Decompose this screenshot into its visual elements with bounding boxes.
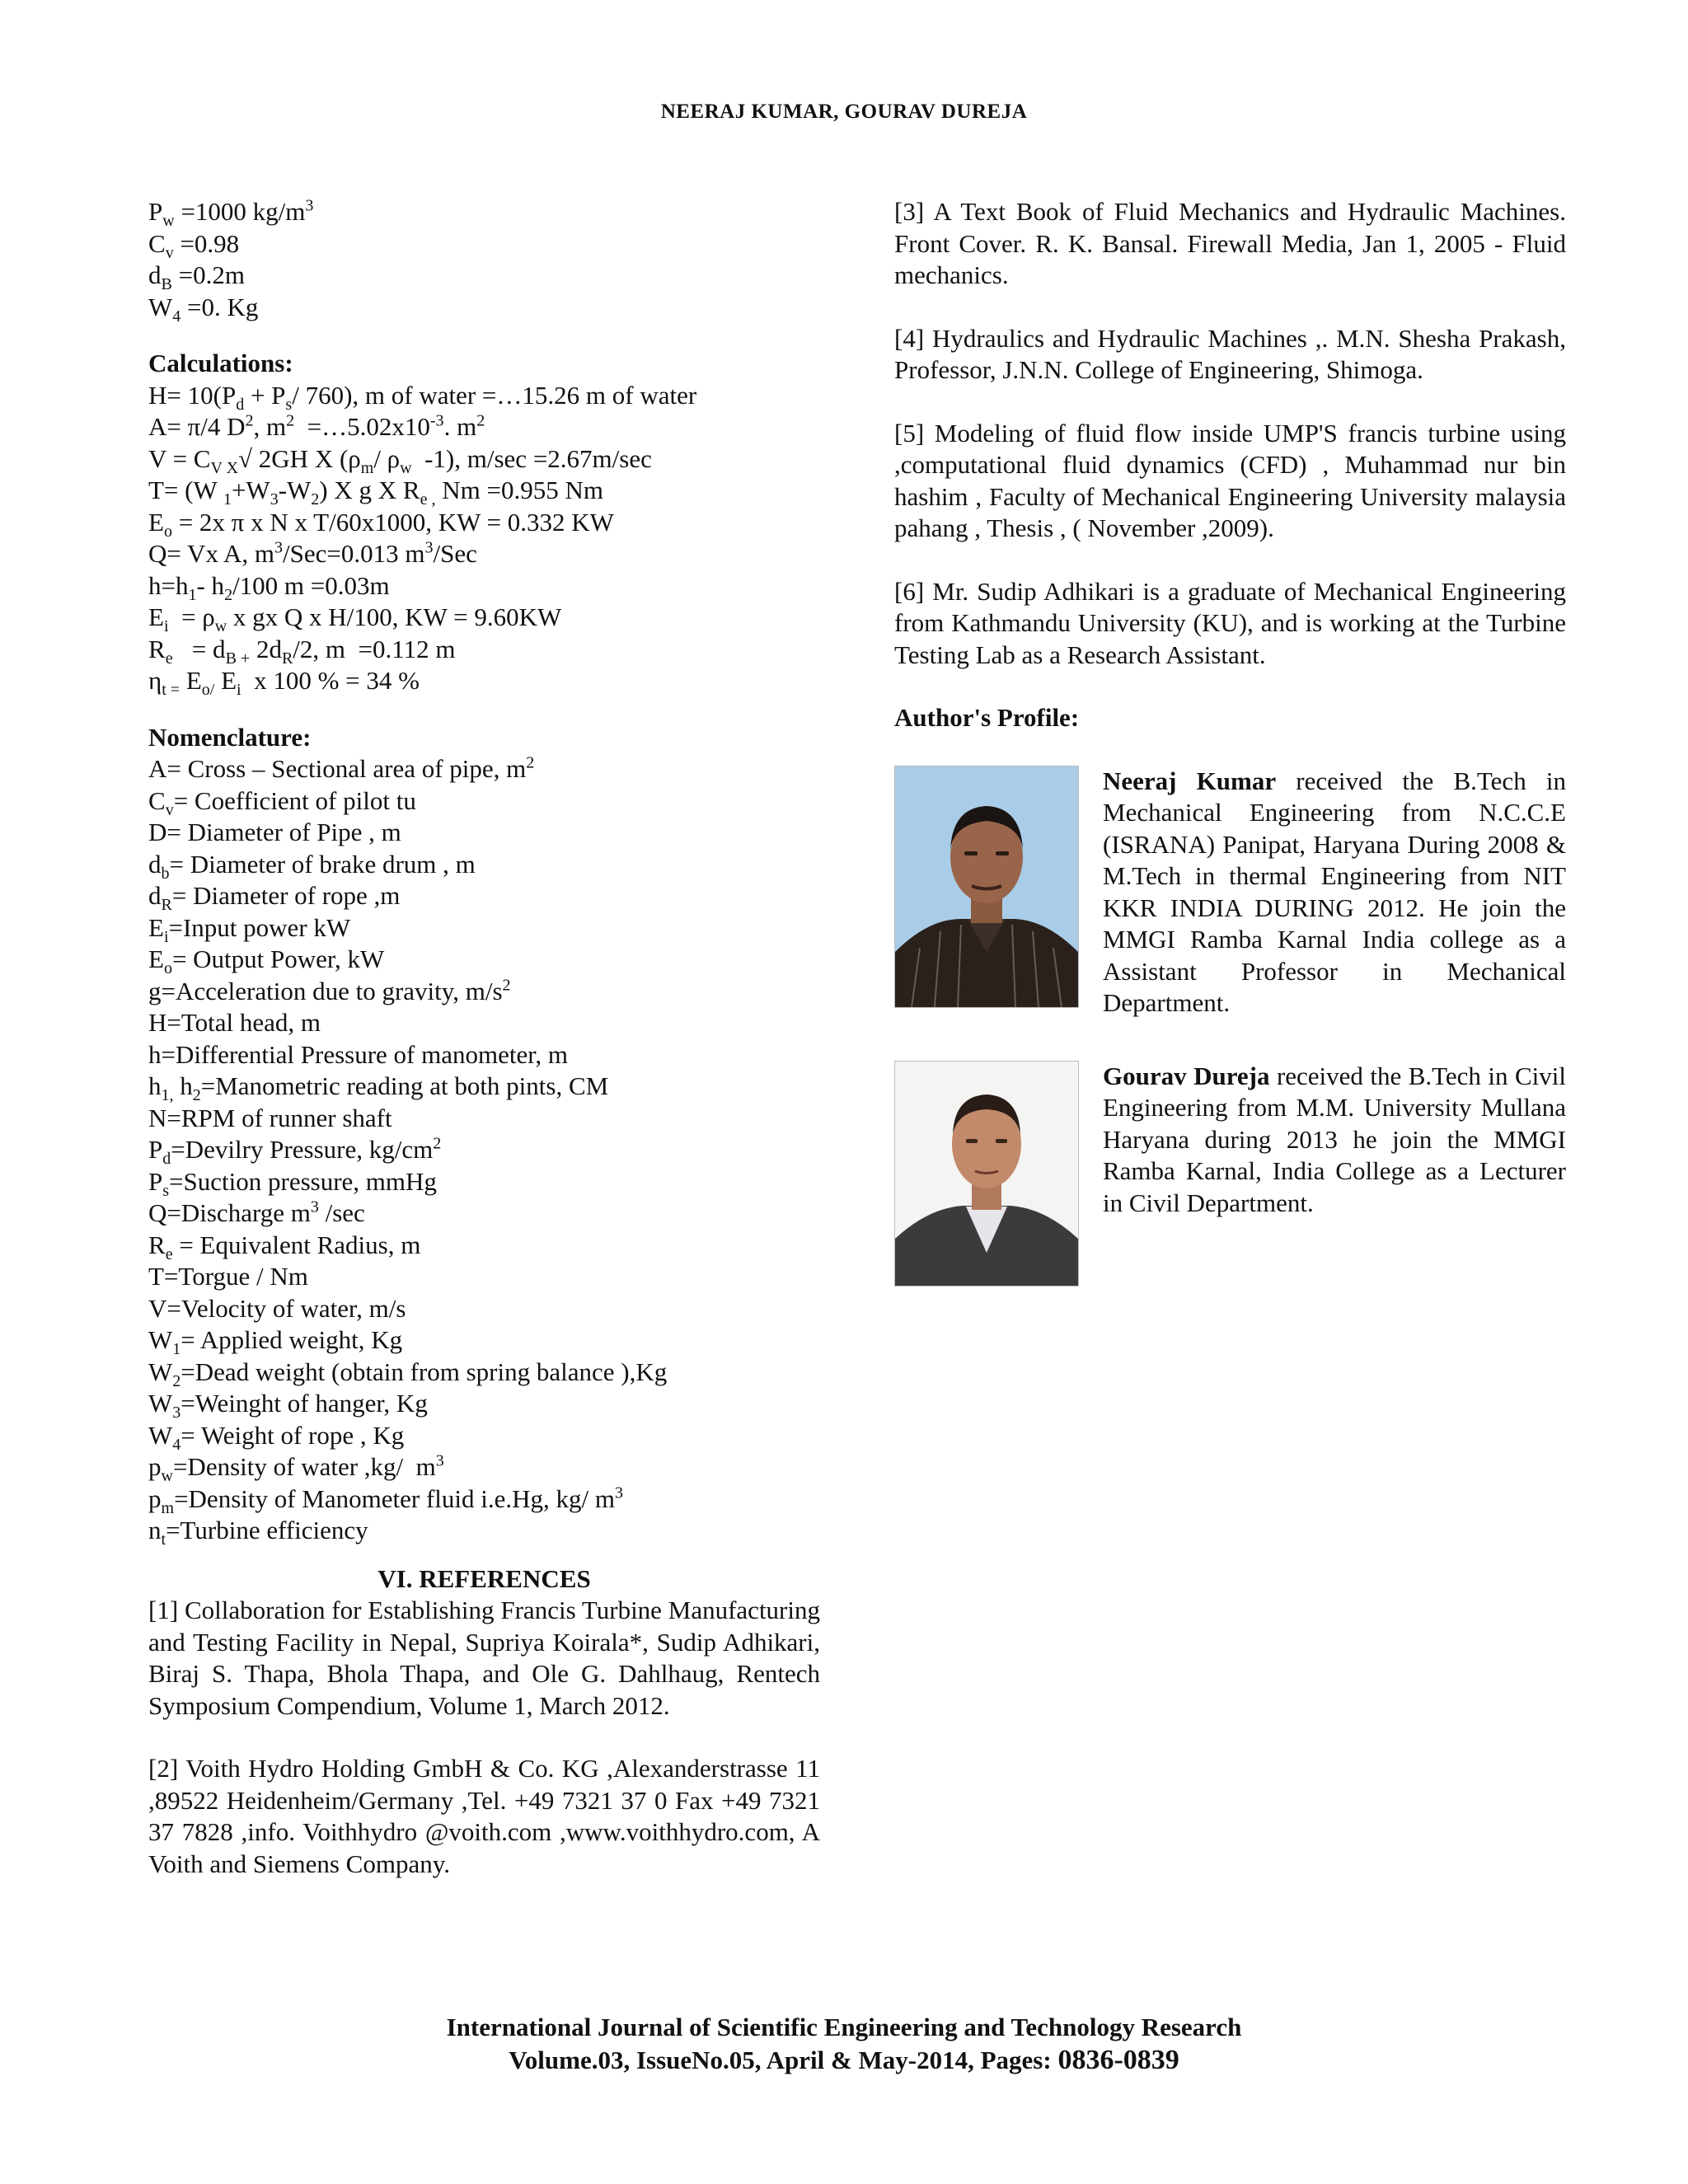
- param-pw: $P_w =1000$ $kg/m^3$: [148, 196, 314, 231]
- header-authors: NEERAJ KUMAR, GOURAV DUREJA: [660, 101, 1028, 123]
- author-name: Neeraj Kumar: [1103, 766, 1277, 795]
- nomenclature-item: g=Acceleration due to gravity, $m/s^2$: [148, 976, 511, 1005]
- right-column: [894, 196, 1566, 1333]
- calculations-heading: Calculations:: [148, 349, 293, 377]
- nomenclature-item: $P_s=Suction$ pressure, mmHg: [148, 1166, 437, 1200]
- calc-line: $h=h_1-$ $h_2/100$ m =0.03m: [148, 570, 390, 604]
- nomenclature-item: V=Velocity of water, m/s: [148, 1293, 406, 1323]
- param-cv: $C_v =0.98$: [148, 228, 240, 262]
- portrait-gourav-image: [895, 1062, 1078, 1286]
- author-name: Gourav Dureja: [1103, 1061, 1270, 1090]
- calc-line: $H= 10(P_d + P_s/$ 760), m of water =…15.26 m of water: [148, 380, 697, 414]
- calc-line: $E_i = \rho_w$ x gx Q x H/100, KW = 9.60KW: [148, 602, 562, 636]
- left-column: [148, 196, 820, 1880]
- nomenclature-item: $E_o=$ Output Power, kW: [148, 944, 385, 978]
- nomenclature-item: $p_m=Density$ of Manometer fluid i.e.Hg, kg/ $m^3$: [148, 1483, 623, 1517]
- author-profile-1: [894, 766, 1566, 1038]
- reference-4: [4] Hydraulics and Hydraulic Machines ,. M.N. Shesha Prakash, Professor, J.N.N. College of Engineering, Shimoga.: [894, 323, 1566, 384]
- nomenclature-item: $W_4=$ Weight of rope , Kg: [148, 1420, 405, 1454]
- nomenclature-item: h=Differential Pressure of manometer, m: [148, 1039, 568, 1069]
- nomenclature-item: $d_b=$ Diameter of brake drum , m: [148, 849, 476, 883]
- nomenclature-item: $n_t=Turbine$ efficiency: [148, 1516, 368, 1549]
- author-profile-2: [894, 1061, 1566, 1333]
- nomenclature-item: $R_e$ = Equivalent Radius, m: [148, 1230, 421, 1263]
- nomenclature-item: $W_3=Weinght$ of hanger, Kg: [148, 1389, 428, 1422]
- calc-line: $V = C_{V X}√$ 2GH X ($\rho_m/$ $\rho_w$ -1), m/sec =2.67m/sec: [148, 443, 652, 477]
- author-bio-gourav: [1103, 1061, 1566, 1220]
- param-w4: $W_4 =0$. Kg: [148, 292, 259, 326]
- nomenclature-item: $P_d=Devilry$ Pressure, $kg/cm^2$: [148, 1134, 442, 1169]
- nomenclature-item: $p_w=Density$ of water ,kg/ $m^3$: [148, 1451, 444, 1486]
- calc-line: Q= Vx A, $m^3/Sec=0.013$ $m^3$/Sec: [148, 538, 477, 568]
- portrait-neeraj-image: [895, 766, 1078, 1007]
- reference-2: [2] Voith Hydro Holding GmbH & Co. KG ,Alexanderstrasse 11 ,89522 Heidenheim/Germany ,Tel. +49 7321 37 0 Fax +49 7321 37 7828 ,info. Voithhydro @voith.com ,www.voithhydro.com, A Voith and Siemens Company.: [148, 1754, 820, 1878]
- nomenclature-item: $C_v=$ Coefficient of pilot tu: [148, 785, 416, 819]
- nomenclature-item: N=RPM of runner shaft: [148, 1103, 392, 1132]
- nomenclature-item: $W_2=Dead$ weight (obtain from spring balance ),Kg: [148, 1357, 668, 1390]
- nomenclature-item: T=Torgue / Nm: [148, 1262, 308, 1291]
- calc-line: $E_o = 2x$ π x N x T/60x1000, KW = 0.332 KW: [148, 507, 614, 541]
- author-profile-heading: Author's Profile:: [894, 703, 1080, 732]
- author-bio-text: received the B.Tech in Mechanical Engineering from N.C.C.E (ISRANA) Panipat, Haryana During 2008 & M.Tech in thermal Engineering from NIT KKR INDIA DURING 2012. He join the MMGI Ramba Karnal India college as a Assistant Professor in Mechanical Department.: [1103, 766, 1566, 1017]
- reference-5: [5] Modeling of fluid flow inside UMP'S francis turbine using ,computational fluid dynamics (CFD) , Muhammad nur bin hashim , Faculty of Mechanical Engineering University malaysia pahang , Thesis , ( November ,2009).: [894, 418, 1566, 542]
- nomenclature-item: $W_1=$ Applied weight, Kg: [148, 1325, 403, 1359]
- calc-line: T= (W $_1+W_3-W_2$) X g X $R_{e ,}$ Nm =0.955 Nm: [148, 476, 603, 509]
- running-header: [0, 101, 1688, 124]
- nomenclature-item: $E_i=Input$ power kW: [148, 912, 351, 946]
- nomenclature-item: H=Total head, m: [148, 1008, 321, 1037]
- references-heading: VI. REFERENCES: [377, 1563, 591, 1593]
- calc-line: $R_e = d_{B +}$ $2d_R/2$, m =0.112 m: [148, 634, 456, 668]
- journal-footer: [0, 2011, 1688, 2077]
- nomenclature-item: D= Diameter of Pipe , m: [148, 818, 401, 846]
- journal-pages: 0836-0839: [1057, 2045, 1179, 2075]
- nomenclature-item: A= Cross – Sectional area of pipe, $m^2$: [148, 753, 535, 783]
- nomenclature-heading: Nomenclature:: [148, 722, 312, 752]
- nomenclature-item: $h_{1,}$ $h_2=Manometric$ reading at both pints, CM: [148, 1071, 609, 1105]
- reference-6: [6] Mr. Sudip Adhikari is a graduate of Mechanical Engineering from Kathmandu University (KU), and is working at the Turbine Testing Lab as a Research Assistant.: [894, 576, 1566, 669]
- author-photo-neeraj: [894, 766, 1079, 1008]
- nomenclature-item: $d_R=$ Diameter of rope ,m: [148, 881, 401, 915]
- author-bio-text: received the B.Tech in Civil Engineering from M.M. University Mullana Haryana during 2013 he join the MMGI Ramba Karnal, India College as a Lecturer in Civil Department.: [1103, 1061, 1566, 1217]
- journal-issue: [0, 2044, 1688, 2077]
- reference-3: [3] A Text Book of Fluid Mechanics and Hydraulic Machines. Front Cover. R. K. Bansal. Firewall Media, Jan 1, 2005 - Fluid mechanics.: [894, 197, 1566, 289]
- journal-volume: Volume.03, IssueNo.05, April & May-2014, Pages:: [509, 2046, 1058, 2074]
- calc-line: A= π/4 $D^2$, $m^2$ $=\dots 5.02x10^{-3}$. $m^2$: [148, 411, 485, 441]
- author-photo-gourav: [894, 1061, 1079, 1286]
- nomenclature-item: Q=Discharge $m^3$ /sec: [148, 1197, 365, 1227]
- author-bio-neeraj: [1103, 766, 1566, 1019]
- reference-1: [1] Collaboration for Establishing Francis Turbine Manufacturing and Testing Facility in Nepal, Supriya Koirala*, Sudip Adhikari, Biraj S. Thapa, Bhola Thapa, and Ole G. Dahlhaug, Rentech Symposium Compendium, Volume 1, March 2012.: [148, 1596, 820, 1720]
- param-db: $d_B =0.2m$: [148, 260, 245, 294]
- calc-line: $\eta_{t =}$ $E_{o/}$ $E_i$ x 100 % = 34 %: [148, 666, 420, 700]
- journal-name: International Journal of Scientific Engineering and Technology Research: [446, 2013, 1242, 2041]
